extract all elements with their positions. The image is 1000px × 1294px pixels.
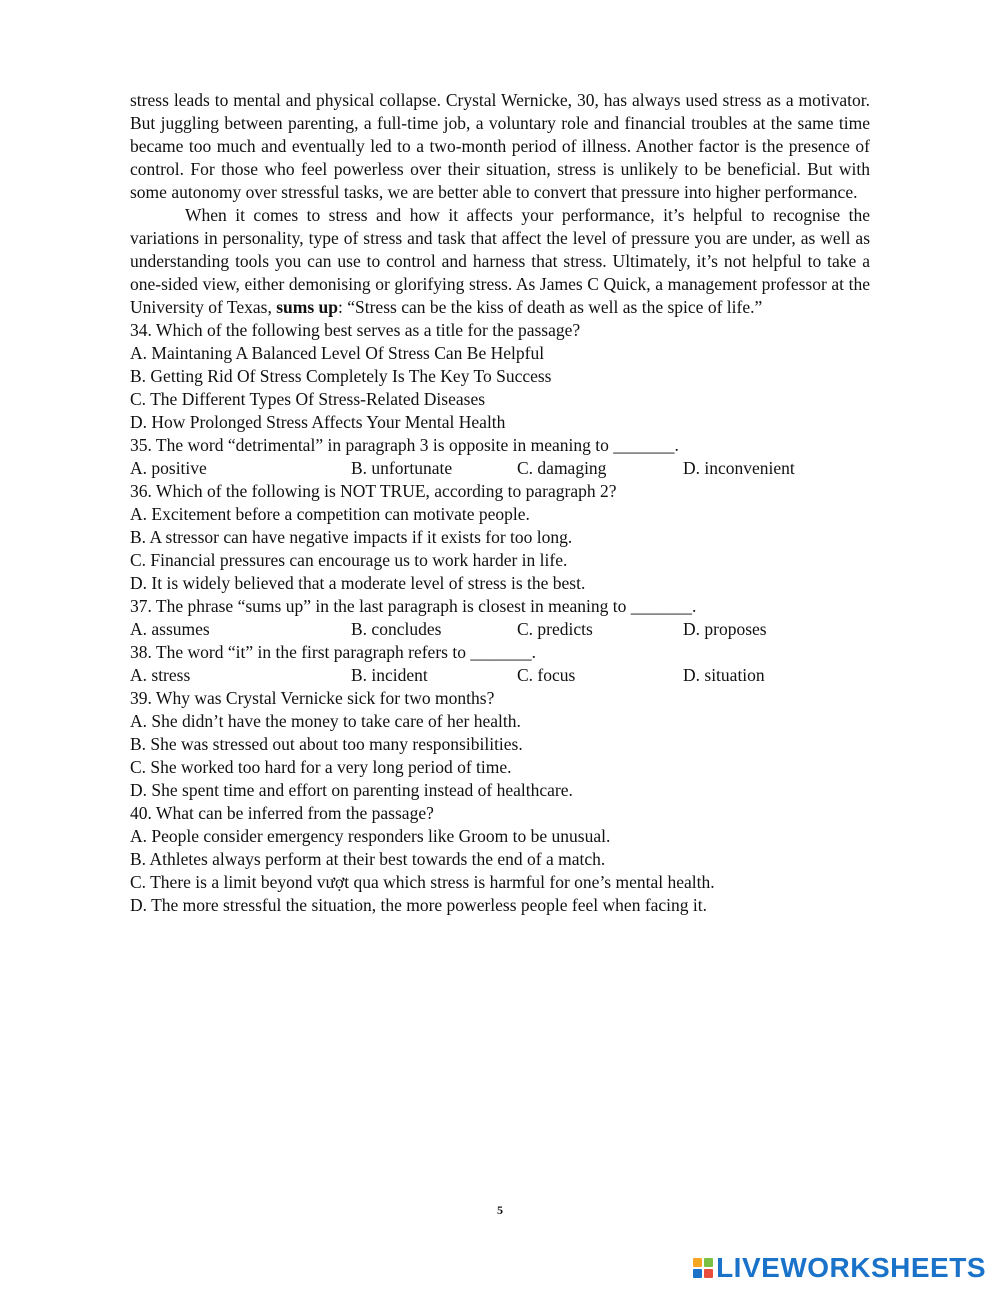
option-b[interactable]: B. A stressor can have negative impacts if it exists for too long. <box>130 527 573 547</box>
option-c[interactable]: C. She worked too hard for a very long period of time. <box>130 757 512 777</box>
worksheet-page <box>130 89 870 917</box>
options-row <box>130 618 870 641</box>
question-stem: 37. The phrase “sums up” in the last paragraph is closest in meaning to _______. <box>130 596 697 616</box>
option-a[interactable]: A. assumes <box>130 619 210 639</box>
option-b[interactable]: B. Athletes always perform at their best towards the end of a match. <box>130 849 606 869</box>
liveworksheets-icon <box>693 1258 713 1278</box>
question-38 <box>130 641 870 687</box>
option-d[interactable]: D. proposes <box>683 619 767 639</box>
option-d[interactable]: D. inconvenient <box>683 458 795 478</box>
option-d[interactable]: D. How Prolonged Stress Affects Your Mental Health <box>130 412 506 432</box>
option-c[interactable]: C. Financial pressures can encourage us to work harder in life. <box>130 550 568 570</box>
highlighted-phrase: sums up <box>276 297 338 317</box>
question-stem: 38. The word “it” in the first paragraph refers to _______. <box>130 642 536 662</box>
question-35 <box>130 434 870 480</box>
option-d[interactable]: D. It is widely believed that a moderate level of stress is the best. <box>130 573 586 593</box>
question-stem: 36. Which of the following is NOT TRUE, according to paragraph 2? <box>130 481 617 501</box>
option-d[interactable]: D. She spent time and effort on parenting instead of healthcare. <box>130 780 573 800</box>
brand-name: LIVEWORKSHEETS <box>716 1252 986 1283</box>
option-b[interactable]: B. concludes <box>351 619 442 639</box>
option-b[interactable]: B. unfortunate <box>351 458 453 478</box>
option-a[interactable]: A. She didn’t have the money to take care of her health. <box>130 711 521 731</box>
passage-text: When it comes to stress and how it affects your performance, it’s helpful to recognise the variations in personality, type of stress and task that affect the level of pressure you are under, as well as understanding tools you can use to control and harness that stress. Ultimately, it’s not helpful to take a one-sided view, either demonising or glorifying stress. As James C Quick, a management professor at the University of Texas, <box>130 205 870 317</box>
option-b[interactable]: B. She was stressed out about too many responsibilities. <box>130 734 523 754</box>
icon-square <box>693 1258 702 1267</box>
question-stem: 34. Which of the following best serves as a title for the passage? <box>130 320 581 340</box>
option-c[interactable]: C. There is a limit beyond vượt qua which stress is harmful for one’s mental health. <box>130 872 715 892</box>
option-b[interactable]: B. incident <box>351 665 428 685</box>
passage-paragraph-2 <box>130 204 870 319</box>
option-a[interactable]: A. People consider emergency responders like Groom to be unusual. <box>130 826 611 846</box>
question-40 <box>130 802 870 917</box>
options-row <box>130 457 870 480</box>
passage-paragraph-1: stress leads to mental and physical collapse. Crystal Wernicke, 30, has always used stress as a motivator. But juggling between parenting, a full-time job, a voluntary role and financial troubles at the same time became too much and eventually led to a two-month period of illness. Another factor is the presence of control. For those who feel powerless over their situation, stress is unlikely to be beneficial. But with some autonomy over stressful tasks, we are better able to convert that pressure into higher performance. <box>130 90 870 202</box>
icon-square <box>704 1269 713 1278</box>
icon-square <box>693 1269 702 1278</box>
question-stem: 35. The word “detrimental” in paragraph 3 is opposite in meaning to _______. <box>130 435 679 455</box>
option-b[interactable]: B. Getting Rid Of Stress Completely Is The Key To Success <box>130 366 552 386</box>
liveworksheets-logo[interactable] <box>693 1252 986 1284</box>
option-c[interactable]: C. predicts <box>517 619 593 639</box>
question-34 <box>130 319 870 434</box>
option-a[interactable]: A. Excitement before a competition can motivate people. <box>130 504 530 524</box>
question-stem: 39. Why was Crystal Vernicke sick for two months? <box>130 688 495 708</box>
page-number: 5 <box>497 1203 503 1217</box>
question-stem: 40. What can be inferred from the passage? <box>130 803 434 823</box>
icon-square <box>704 1258 713 1267</box>
option-c[interactable]: C. focus <box>517 665 576 685</box>
option-d[interactable]: D. The more stressful the situation, the more powerless people feel when facing it. <box>130 895 708 915</box>
option-a[interactable]: A. stress <box>130 665 191 685</box>
passage-text: : “Stress can be the kiss of death as well as the spice of life.” <box>338 297 763 317</box>
option-c[interactable]: C. damaging <box>517 458 607 478</box>
option-a[interactable]: A. positive <box>130 458 207 478</box>
question-39 <box>130 687 870 802</box>
option-d[interactable]: D. situation <box>683 665 765 685</box>
question-37 <box>130 595 870 641</box>
question-36 <box>130 480 870 595</box>
options-row <box>130 664 870 687</box>
option-a[interactable]: A. Maintaning A Balanced Level Of Stress Can Be Helpful <box>130 343 545 363</box>
option-c[interactable]: C. The Different Types Of Stress-Related Diseases <box>130 389 486 409</box>
